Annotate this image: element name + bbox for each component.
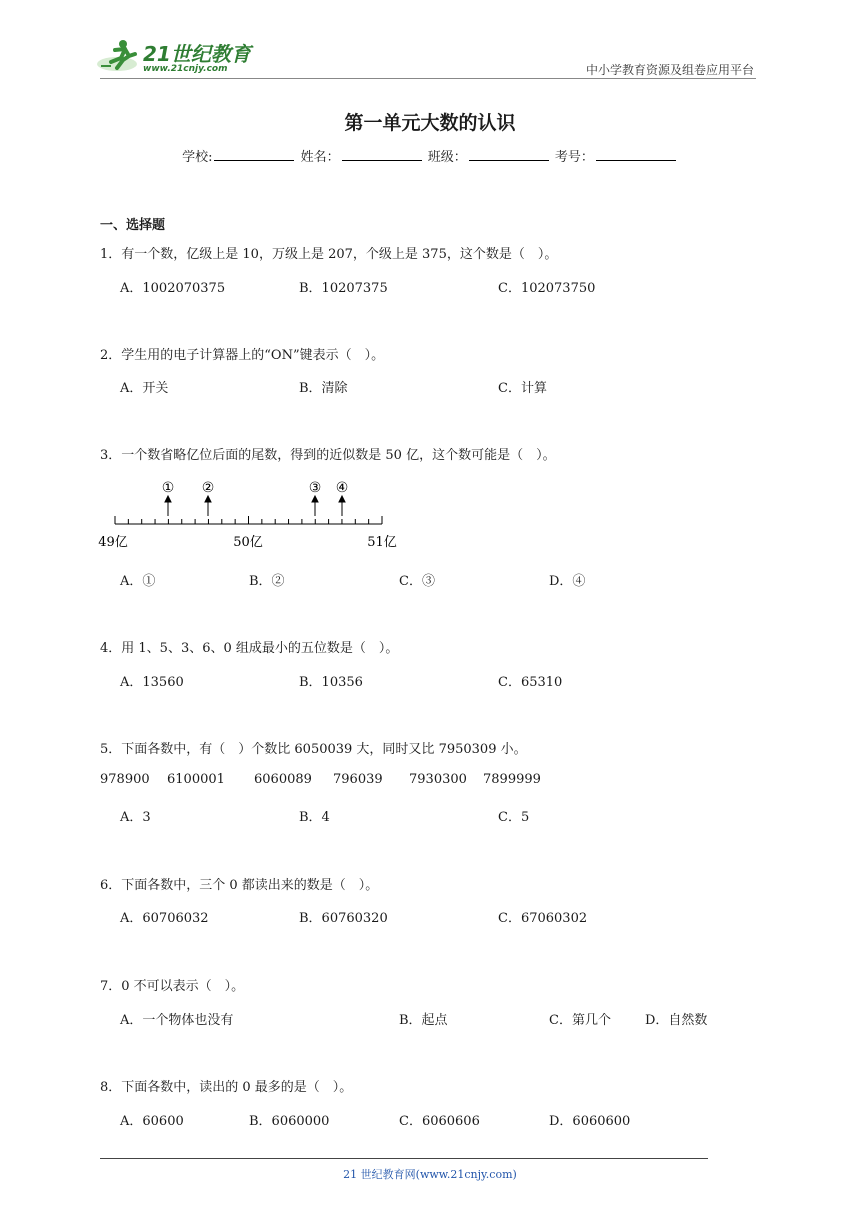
header-platform-text: 中小学教育资源及组卷应用平台 bbox=[585, 63, 754, 77]
question-3: 3．一个数省略亿位后面的尾数，得到的近似数是 50 亿，这个数可能是（ ）。 bbox=[100, 448, 556, 463]
q1-option-c: C．102073750 bbox=[498, 281, 596, 296]
q3-option-c: C．③ bbox=[399, 574, 435, 589]
q4-option-c: C．65310 bbox=[498, 675, 563, 690]
marker-2: ② bbox=[201, 480, 215, 496]
name-blank bbox=[342, 147, 422, 161]
q1-option-a: A．1002070375 bbox=[120, 281, 226, 296]
logo bbox=[95, 36, 265, 80]
question-8: 8．下面各数中，读出的 0 最多的是（ ）。 bbox=[100, 1080, 353, 1095]
q8-option-c: C．6060606 bbox=[399, 1114, 480, 1129]
q5-option-b: B．4 bbox=[299, 810, 330, 825]
student-info bbox=[0, 146, 860, 165]
page-title: 第一单元大数的认识 bbox=[344, 112, 516, 134]
axis-label-49: 49亿 bbox=[98, 535, 128, 550]
q3-option-b: B．② bbox=[249, 574, 285, 589]
axis-label-51: 51亿 bbox=[367, 535, 397, 550]
exam-no-label: 考号： bbox=[554, 150, 594, 165]
q7-option-b: B．起点 bbox=[399, 1013, 448, 1028]
question-6: 6．下面各数中，三个 0 都读出来的数是（ ）。 bbox=[100, 878, 379, 893]
q5-number-4: 796039 bbox=[333, 772, 383, 787]
question-2: 2．学生用的电子计算器上的“ON”键表示（ ）。 bbox=[100, 348, 385, 363]
q7-option-c: C．第几个 bbox=[549, 1013, 611, 1028]
q7-option-a: A．一个物体也没有 bbox=[120, 1013, 234, 1028]
q4-option-a: A．13560 bbox=[120, 675, 184, 690]
q7-option-d: D．自然数 bbox=[645, 1013, 708, 1028]
class-label: 班级： bbox=[427, 150, 467, 165]
footer-divider bbox=[100, 1158, 708, 1159]
q5-number-1: 978900 bbox=[100, 772, 150, 787]
q8-option-d: D．6060600 bbox=[549, 1114, 631, 1129]
question-5: 5．下面各数中，有（ ）个数比 6050039 大，同时又比 7950309 小。 bbox=[100, 742, 527, 757]
q6-option-c: C．67060302 bbox=[498, 911, 588, 926]
q2-option-c: C．计算 bbox=[498, 381, 547, 396]
q8-option-a: A．60600 bbox=[120, 1114, 184, 1129]
header-divider bbox=[100, 78, 756, 79]
q6-option-b: B．60760320 bbox=[299, 911, 388, 926]
marker-4: ④ bbox=[335, 480, 349, 496]
name-label: 姓名： bbox=[300, 150, 340, 165]
class-blank bbox=[469, 147, 549, 161]
section-title: 一、选择题 bbox=[100, 218, 166, 233]
marker-1: ① bbox=[161, 480, 175, 496]
school-label: 学校: bbox=[182, 150, 213, 165]
q3-option-d: D．④ bbox=[549, 574, 586, 589]
question-1: 1．有一个数，亿级上是 10，万级上是 207，个级上是 375，这个数是（ ）。 bbox=[100, 247, 558, 262]
q1-option-b: B．10207375 bbox=[299, 281, 388, 296]
marker-3: ③ bbox=[308, 480, 322, 496]
axis-ticks bbox=[115, 516, 382, 524]
q4-option-b: B．10356 bbox=[299, 675, 363, 690]
q5-number-3: 6060089 bbox=[254, 772, 312, 787]
q5-number-2: 6100001 bbox=[167, 772, 225, 787]
marker-arrows bbox=[165, 496, 345, 516]
footer-link[interactable]: 21 世纪教育网(www.21cnjy.com) bbox=[343, 1168, 517, 1181]
question-7: 7．0 不可以表示（ ）。 bbox=[100, 979, 245, 994]
q5-number-6: 7899999 bbox=[483, 772, 541, 787]
q5-number-5: 7930300 bbox=[409, 772, 467, 787]
axis-label-50: 50亿 bbox=[233, 535, 263, 550]
q8-option-b: B．6060000 bbox=[249, 1114, 330, 1129]
q6-option-a: A．60706032 bbox=[120, 911, 209, 926]
number-line-figure bbox=[98, 474, 408, 552]
question-4: 4．用 1、5、3、6、0 组成最小的五位数是（ ）。 bbox=[100, 641, 399, 656]
exam-no-blank bbox=[596, 147, 676, 161]
q2-option-b: B．清除 bbox=[299, 381, 348, 396]
q3-option-a: A．① bbox=[120, 574, 156, 589]
q2-option-a: A．开关 bbox=[120, 381, 169, 396]
logo-url: www.21cnjy.com bbox=[143, 64, 228, 74]
school-blank bbox=[214, 147, 294, 161]
q5-option-a: A．3 bbox=[120, 810, 151, 825]
q5-option-c: C．5 bbox=[498, 810, 530, 825]
logo-text: 21世纪教育 bbox=[143, 42, 251, 66]
